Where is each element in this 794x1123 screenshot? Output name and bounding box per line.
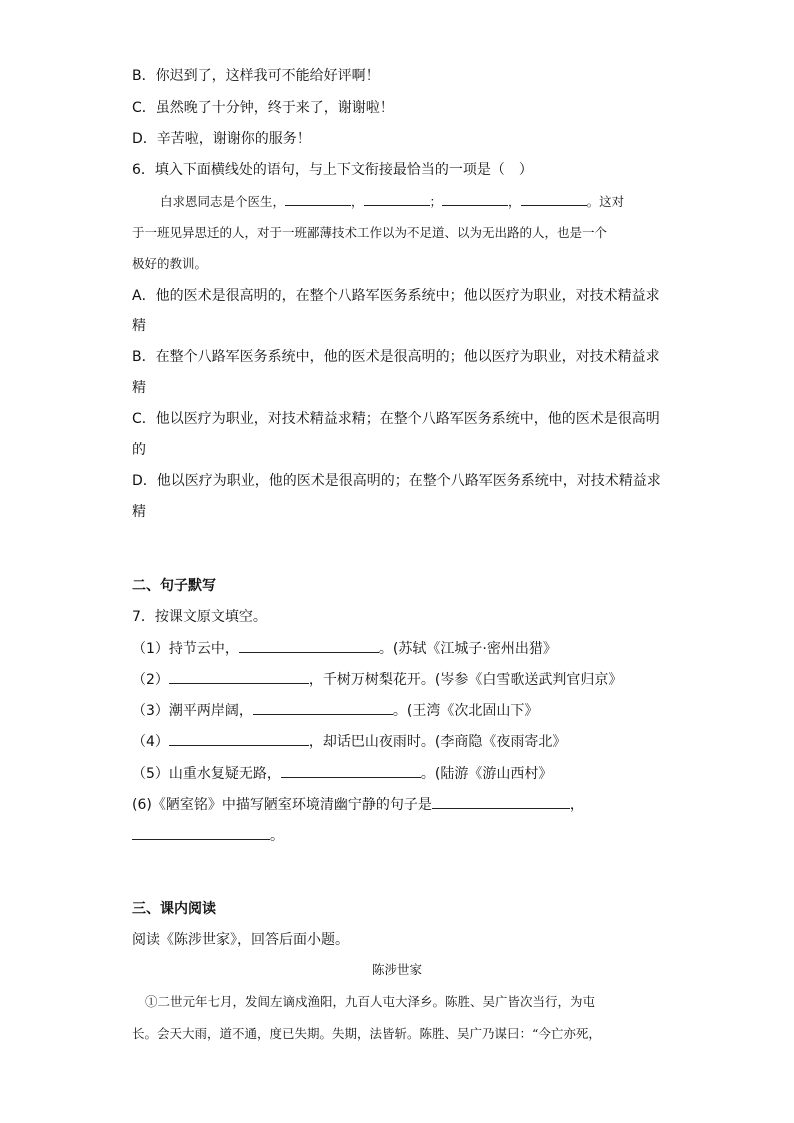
q6-stem: 6．填入下面横线处的语句，与上下文衔接最恰当的一项是（ ） — [132, 162, 533, 178]
q6-passage-start: 白求恩同志是个医生， — [160, 194, 286, 209]
q6-option-d-line1: D．他以医疗为职业，他的医术是很高明的；在整个八路军医务系统中，对技术精益求 — [132, 473, 661, 489]
q7-item-6-blank-1[interactable] — [432, 794, 570, 809]
q7-item-2 — [132, 669, 622, 690]
q7-item-2-number: （2） — [132, 672, 169, 688]
section-2-heading: 二、句子默写 — [132, 578, 216, 594]
q7-item-6-text: (6)《陋室铭》中描写陋室环境清幽宁静的句子是 — [132, 797, 432, 813]
q7-item-1-text: （1）持节云中， — [132, 641, 239, 657]
q7-item-3-blank[interactable] — [253, 700, 393, 715]
q7-item-6-blank-2[interactable] — [132, 825, 270, 840]
q7-item-5-blank[interactable] — [281, 763, 421, 778]
q7-item-4 — [132, 731, 566, 752]
q7-item-4-text: ，却话巴山夜雨时。(李商隐《夜雨寄北》 — [308, 734, 567, 750]
q7-item-3-text: （3）潮平两岸阔， — [132, 703, 253, 719]
q7-item-1-source: 。(苏轼《江城子·密州出猎》 — [378, 641, 557, 657]
q6-blank-4[interactable] — [521, 191, 587, 206]
q7-item-3-source: 。(王湾《次北固山下》 — [392, 703, 539, 719]
q7-stem: 7．按课文原文填空。 — [132, 609, 267, 625]
passage-title: 陈涉世家 — [371, 962, 422, 977]
section-3-intro: 阅读《陈涉世家》，回答后面小题。 — [132, 932, 349, 948]
q6-passage-end: 。这对 — [586, 194, 625, 209]
q6-passage-line2: 于一班见异思迁的人，对于一班鄙薄技术工作以为不足道、以为无出路的人，也是一个 — [132, 225, 608, 240]
q6-blank-3[interactable] — [442, 191, 508, 206]
q6-option-d-line2: 精 — [132, 504, 146, 520]
q6-option-b-line2: 精 — [132, 380, 146, 396]
q7-item-5-source: 。(陆游《游山西村》 — [420, 766, 553, 782]
q6-option-b-line1: B．在整个八路军医务系统中，他的医术是很高明的；他以医疗为职业，对技术精益求 — [132, 349, 660, 365]
q6-blank-2[interactable] — [364, 191, 430, 206]
q7-item-6-end: 。 — [270, 828, 284, 844]
section-3-heading: 三、课内阅读 — [132, 901, 216, 917]
q6-passage-line3: 极好的教训。 — [132, 256, 208, 271]
q6-sep-3: ， — [508, 194, 521, 209]
q7-item-5 — [132, 763, 552, 784]
q7-item-4-number: （4） — [132, 734, 169, 750]
q5-option-d: D．辛苦啦，谢谢你的服务！ — [132, 131, 311, 147]
q6-sep-1: ， — [351, 194, 364, 209]
q7-item-5-text: （5）山重水复疑无路， — [132, 766, 281, 782]
passage-para1-line1: ①二世元年七月，发闾左谪戍渔阳，九百人屯大泽乡。陈胜、吴广皆次当行，为屯 — [145, 994, 596, 1009]
q7-item-1-blank[interactable] — [239, 638, 379, 653]
q7-item-2-blank[interactable] — [169, 669, 309, 684]
q6-option-a-line1: A．他的医术是很高明的，在整个八路军医务系统中；他以医疗为职业，对技术精益求 — [132, 288, 660, 304]
passage-para1-line2: 长。会天大雨，道不通，度已失期。失期，法皆斩。陈胜、吴广乃谋曰：“今亡亦死， — [132, 1026, 601, 1041]
q7-item-3 — [132, 700, 538, 721]
q7-item-1 — [132, 638, 557, 659]
q6-option-c-line1: C．他以医疗为职业，对技术精益求精；在整个八路军医务系统中，他的医术是很高明 — [132, 411, 660, 427]
q7-item-2-text: ，千树万树梨花开。(岑参《白雪歌送武判官归京》 — [308, 672, 623, 688]
q7-item-4-blank[interactable] — [169, 731, 309, 746]
q7-item-6-cont — [132, 825, 284, 846]
q6-passage-line1 — [160, 191, 624, 212]
q6-blank-1[interactable] — [285, 191, 351, 206]
q6-option-a-line2: 精 — [132, 318, 146, 334]
q5-option-b: B．你迟到了，这样我可不能给好评啊！ — [132, 68, 380, 84]
q7-item-6 — [132, 794, 584, 815]
q7-item-6-sep: ， — [569, 797, 584, 813]
q5-option-c: C．虽然晚了十分钟，终于来了，谢谢啦！ — [132, 100, 394, 116]
q6-option-c-line2: 的 — [132, 442, 146, 458]
q6-sep-2: ； — [429, 194, 443, 209]
